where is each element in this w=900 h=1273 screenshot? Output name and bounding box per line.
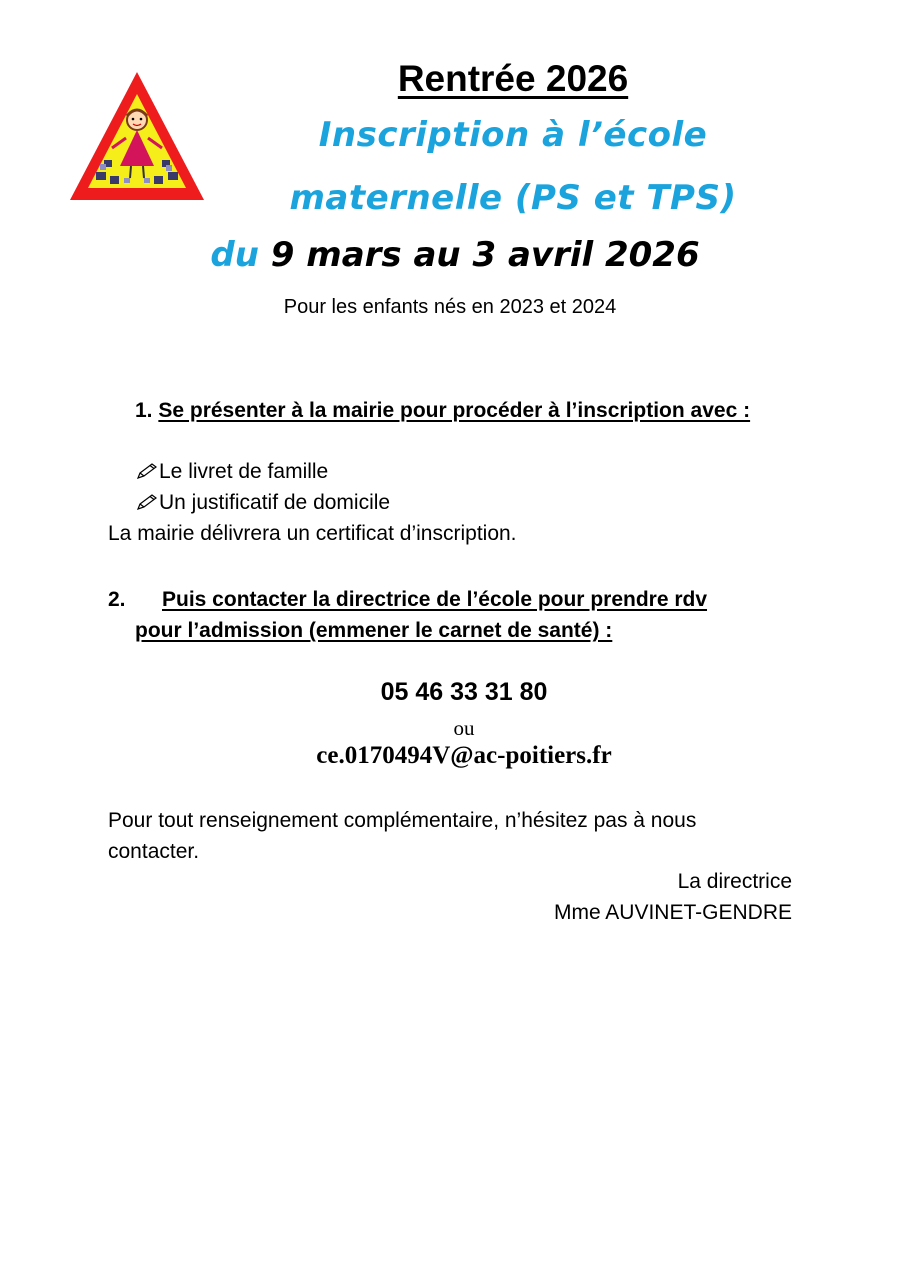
step1-note: La mairie délivrera un certificat d’inscription. xyxy=(108,522,517,545)
closing-line2: contacter. xyxy=(108,840,200,863)
pencil-icon xyxy=(135,462,159,480)
registration-dates xyxy=(0,235,900,275)
step1-number: 1. xyxy=(135,399,153,422)
list-item xyxy=(135,460,328,484)
list-item xyxy=(135,491,390,515)
step1-heading xyxy=(135,399,750,423)
subtitle-line2: maternelle (PS et TPS) xyxy=(289,178,737,218)
phone-number: 05 46 33 31 80 xyxy=(380,678,548,706)
step2-line1: Puis contacter la directrice de l’école pour prendre rdv xyxy=(162,588,708,611)
email-address: ce.0170494V@ac-poitiers.fr xyxy=(316,742,612,769)
pencil-icon xyxy=(135,493,159,511)
dates-range: 9 mars au 3 avril 2026 xyxy=(258,235,700,275)
signature-role: La directrice xyxy=(677,870,792,893)
dates-prefix: du xyxy=(210,235,259,275)
born-note: Pour les enfants nés en 2023 et 2024 xyxy=(283,296,617,318)
signature-name: Mme AUVINET-GENDRE xyxy=(553,901,792,924)
step2-line2: pour l’admission (emmener le carnet de santé) : xyxy=(135,619,613,642)
page-title: Rentrée 2026 xyxy=(397,58,629,99)
or-separator: ou xyxy=(453,716,475,740)
step2-number: 2. xyxy=(108,588,126,611)
closing-line1: Pour tout renseignement complémentaire, n’hésitez pas à nous xyxy=(108,809,697,832)
step1-text: Se présenter à la mairie pour procéder à l’inscription avec : xyxy=(158,399,751,422)
subtitle-line1: Inscription à l’école xyxy=(318,115,708,155)
list-item-text: Le livret de famille xyxy=(159,460,329,483)
list-item-text: Un justificatif de domicile xyxy=(159,491,391,514)
